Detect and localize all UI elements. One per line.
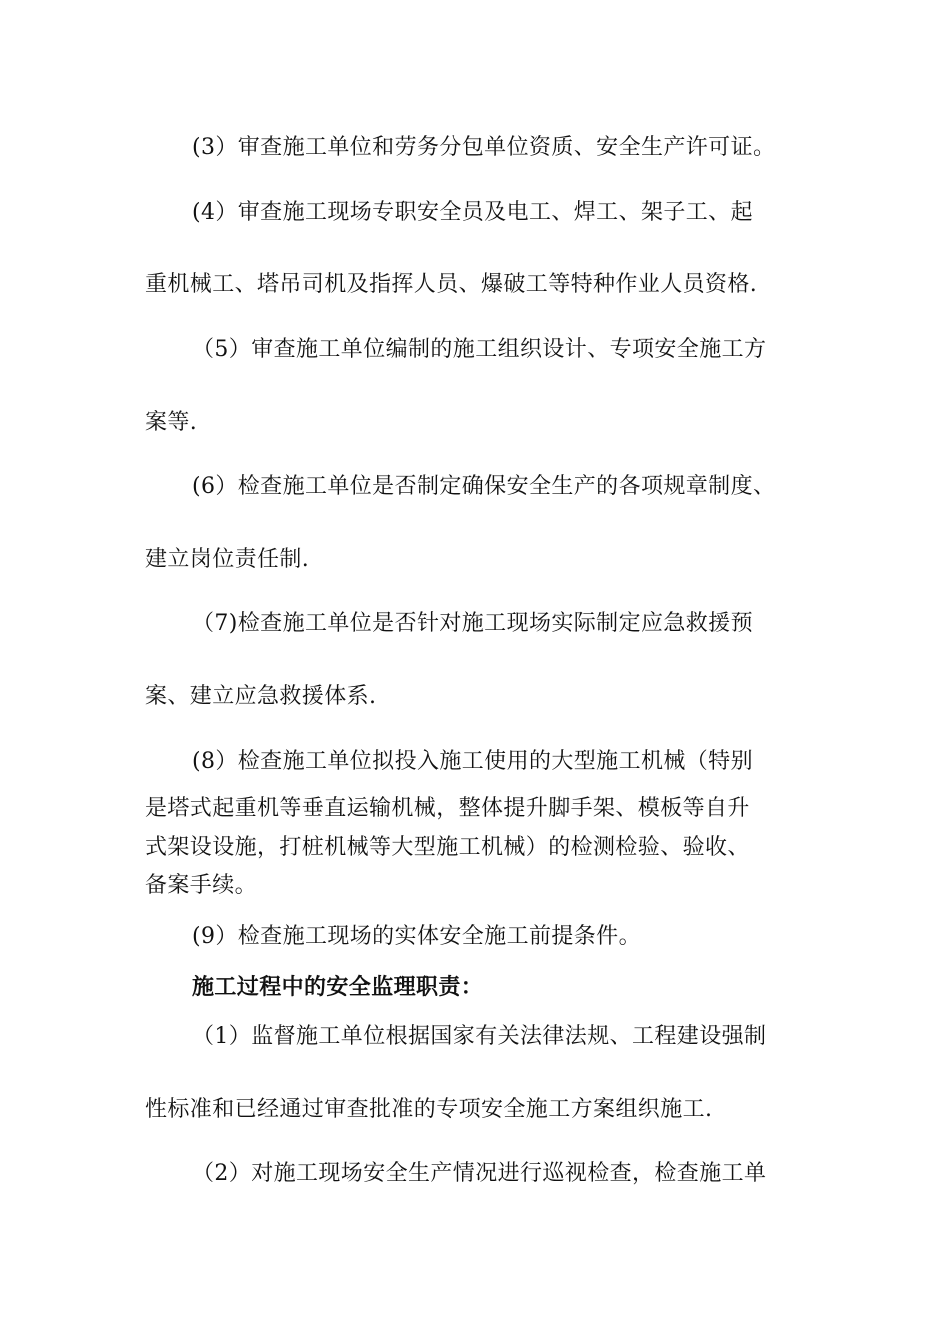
- paragraph-7-line-1: （7)检查施工单位是否针对施工现场实际制定应急救援预: [192, 611, 753, 636]
- paragraph-7-line-2: 案、建立应急救援体系.: [145, 684, 377, 709]
- supervision-item-1-line-1: （1）监督施工单位根据国家有关法律法规、工程建设强制: [192, 1024, 767, 1049]
- paragraph-3-line-1: (3）审查施工单位和劳务分包单位资质、安全生产许可证。: [192, 135, 776, 160]
- paragraph-9-line-1: (9）检查施工现场的实体安全施工前提条件。: [192, 924, 641, 949]
- paragraph-4-line-2: 重机械工、塔吊司机及指挥人员、爆破工等特种作业人员资格.: [145, 272, 758, 297]
- paragraph-8-line-1: (8）检查施工单位拟投入施工使用的大型施工机械（特别: [192, 749, 753, 774]
- paragraph-8-line-3: 式架设设施，打桩机械等大型施工机械）的检测检验、验收、: [145, 835, 750, 860]
- paragraph-8-line-2: 是塔式起重机等垂直运输机械，整体提升脚手架、模板等自升: [145, 796, 750, 821]
- paragraph-6-line-1: (6）检查施工单位是否制定确保安全生产的各项规章制度、: [192, 474, 776, 499]
- paragraph-8-line-4: 备案手续。: [145, 873, 258, 898]
- paragraph-5-line-1: （5）审查施工单位编制的施工组织设计、专项安全施工方: [192, 337, 767, 362]
- paragraph-6-line-2: 建立岗位责任制.: [145, 547, 310, 572]
- supervision-item-1-line-2: 性标准和已经通过审查批准的专项安全施工方案组织施工.: [145, 1097, 713, 1122]
- supervision-item-2-line-1: （2）对施工现场安全生产情况进行巡视检查，检查施工单: [192, 1161, 767, 1186]
- section-heading: 施工过程中的安全监理职责：: [192, 974, 484, 1000]
- paragraph-5-line-2: 案等.: [145, 410, 198, 435]
- paragraph-4-line-1: (4）审查施工现场专职安全员及电工、焊工、架子工、起: [192, 200, 753, 225]
